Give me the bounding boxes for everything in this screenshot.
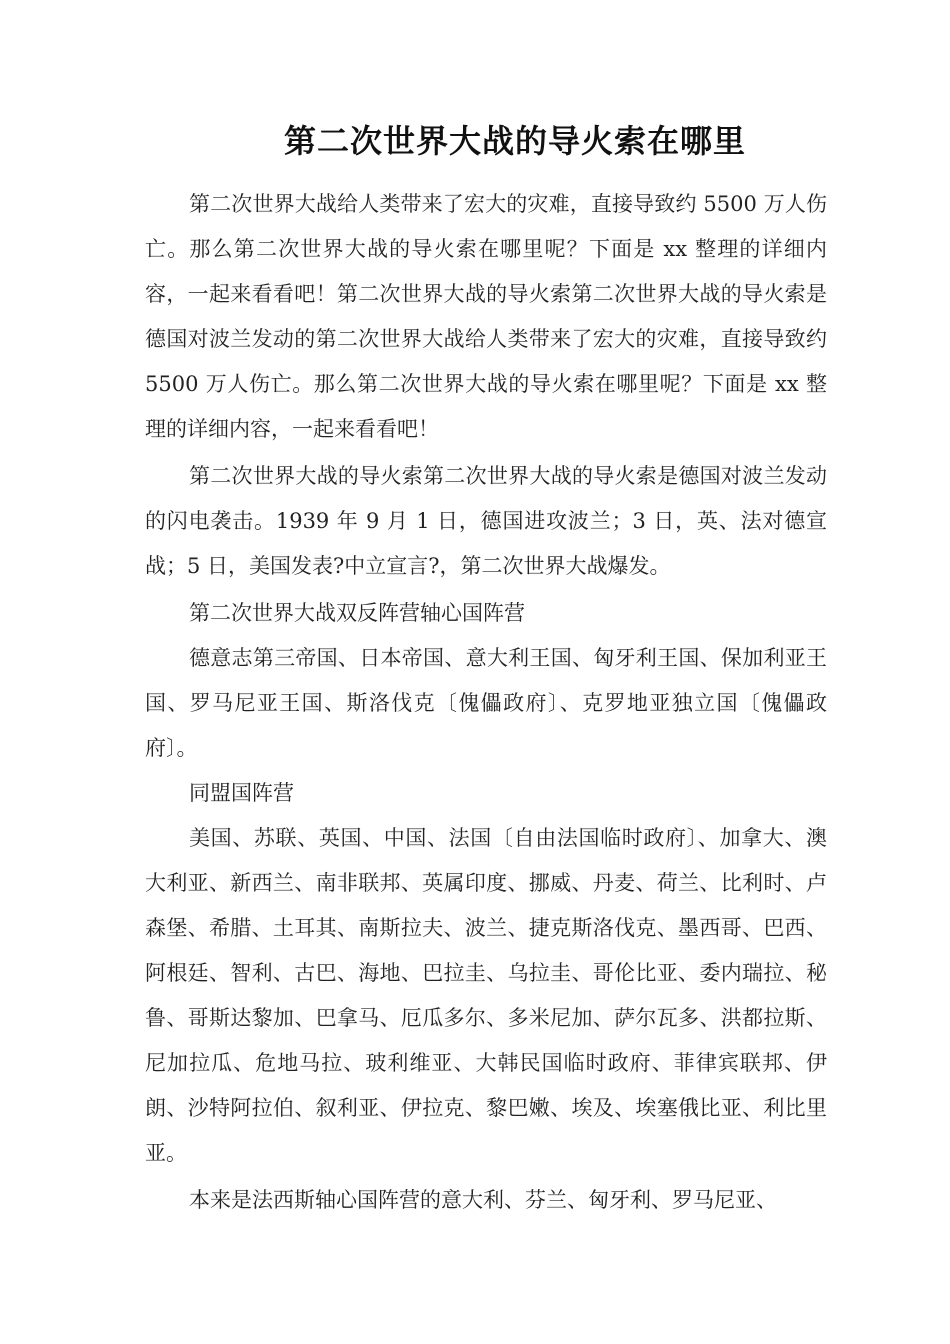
- paragraph-trigger: 第二次世界大战的导火索第二次世界大战的导火索是德国对波兰发动的闪电袭击。1939 年 9 月 1 日，德国进攻波兰；3 日，英、法对德宣战；5 日，美国发表?中立宣言?，第二次世界大战爆发。: [145, 464, 827, 578]
- paragraph-allies-heading: 同盟国阵营: [189, 781, 294, 805]
- paragraph-axis-defectors: 本来是法西斯轴心国阵营的意大利、芬兰、匈牙利、罗马尼亚、: [189, 1188, 777, 1212]
- document-body: [145, 182, 827, 1223]
- paragraph-axis-members: 德意志第三帝国、日本帝国、意大利王国、匈牙利王国、保加利亚王国、罗马尼亚王国、斯洛伐克〔傀儡政府〕、克罗地亚独立国〔傀儡政府〕。: [145, 646, 827, 760]
- paragraph-axis-heading: 第二次世界大战双反阵营轴心国阵营: [189, 601, 525, 625]
- paragraph-allies-members: 美国、苏联、英国、中国、法国〔自由法国临时政府〕、加拿大、澳大利亚、新西兰、南非联邦、英属印度、挪威、丹麦、荷兰、比利时、卢森堡、希腊、土耳其、南斯拉夫、波兰、捷克斯洛伐克、墨西哥、巴西、阿根廷、智利、古巴、海地、巴拉圭、乌拉圭、哥伦比亚、委内瑞拉、秘鲁、哥斯达黎加、巴拿马、厄瓜多尔、多米尼加、萨尔瓦多、洪都拉斯、尼加拉瓜、危地马拉、玻利维亚、大韩民国临时政府、菲律宾联邦、伊朗、沙特阿拉伯、叙利亚、伊拉克、黎巴嫩、埃及、埃塞俄比亚、利比里亚。: [145, 826, 827, 1165]
- paragraph-intro: 第二次世界大战给人类带来了宏大的灾难，直接导致约 5500 万人伤亡。那么第二次世界大战的导火索在哪里呢？下面是 xx 整理的详细内容，一起来看看吧！第二次世界大战的导火索第二次世界大战的导火索是德国对波兰发动的第二次世界大战给人类带来了宏大的灾难，直接导致约 5500 万人伤亡。那么第二次世界大战的导火索在哪里呢？下面是 xx 整理的详细内容，一起来看看吧！: [145, 192, 827, 441]
- document-title: 第二次世界大战的导火索在哪里: [283, 122, 746, 160]
